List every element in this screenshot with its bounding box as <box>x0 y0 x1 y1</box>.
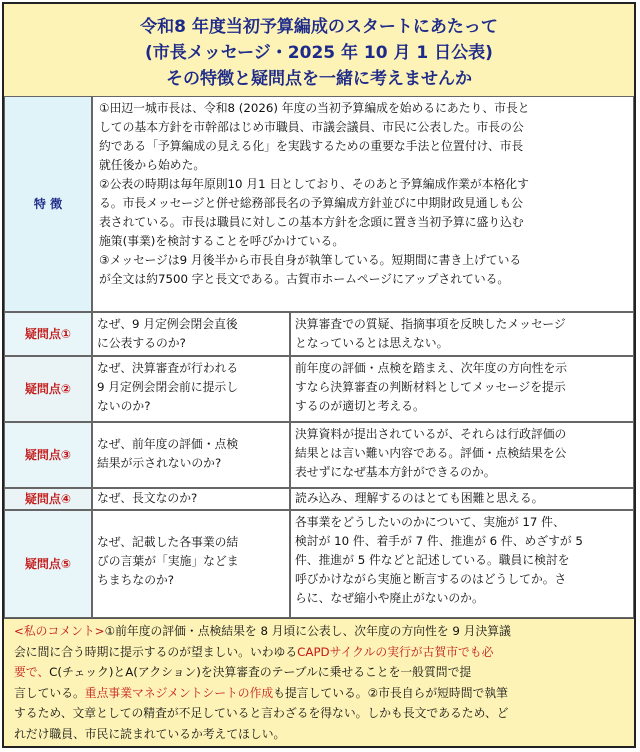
question-3-text <box>92 422 290 488</box>
question-line: なぜ、決算審査が行われる <box>97 361 239 375</box>
question-4-label-text: 疑問点④ <box>24 491 72 506</box>
question-line: ちまちなのか? <box>97 573 175 587</box>
my-comment-block <box>4 618 634 746</box>
answer-line: 各事業をどうしたいのかについて、実施が 17 件、 <box>295 515 565 529</box>
comment-text: ①前年度の評価・点検結果を 8 月頃に公表し、次年度の方向性を 9 月決算議 <box>104 624 511 638</box>
title-block <box>4 4 634 97</box>
answer-line: 結果とは言い難い内容である。評価・点検結果を公 <box>295 446 567 460</box>
comment-line-3 <box>14 662 626 683</box>
features-line: る。市長メッセージと併せ総務部長名の予算編成方針並びに中期財政見通しも公 <box>99 196 523 210</box>
question-3-label <box>4 422 92 488</box>
question-2-label <box>4 356 92 422</box>
answer-line: 前年度の評価・点検を踏まえ、次年度の方向性を示 <box>295 361 568 375</box>
question-1-label <box>4 312 92 356</box>
comment-line-5: するため、文章としての精査が不足していると言わざるを得ない。しかも長文であるため、ど <box>14 706 509 720</box>
comment-text: 会に間に合う時期に提示するのが望ましい。いわゆる <box>14 644 298 659</box>
features-line: ②公表の時期は毎年原則10 月1 日としており、そのあと予算編成作業が本格化す <box>99 177 529 191</box>
features-line: ①田辺一城市長は、令和8 (2026) 年度の当初予算編成を始めるにあたり、市長と <box>99 101 530 115</box>
answer-line: 検討が 10 件、着手が 7 件、推進が 6 件、めざすが 5 <box>295 534 583 548</box>
features-line: 就任後から始めた。 <box>99 158 206 172</box>
comment-text: 言している。 <box>14 685 85 700</box>
comment-text: C(チェック)とA(アクション)を決算審査のテーブルに乗せることを一般質問で提 <box>49 665 472 679</box>
question-line: なぜ、9 月定例会閉会直後 <box>97 317 238 331</box>
question-line: に公表するのか? <box>97 336 186 350</box>
features-label-text: 特 徴 <box>33 196 63 211</box>
question-5-label <box>4 510 92 618</box>
question-2-label-text: 疑問点② <box>24 381 72 396</box>
question-line: びの言葉が「実施」などま <box>97 554 239 568</box>
title-line-1: 令和8 年度当初予算編成のスタートにあたって <box>140 17 498 37</box>
answer-line: するのが適切と考える。 <box>295 399 425 413</box>
comment-line-1 <box>14 621 626 642</box>
answer-line: 決算審査での質疑、指摘事項を反映したメッセージ <box>295 317 566 331</box>
comment-line-4 <box>14 683 626 704</box>
question-1-text <box>92 312 290 356</box>
question-2-text <box>92 356 290 422</box>
comment-highlight-sheet: 重点事業マネジメントシートの作成 <box>84 685 274 700</box>
question-3-answer <box>290 422 634 488</box>
features-line: が全文は約7500 字と長文である。古賀市ホームページにアップされている。 <box>99 272 510 286</box>
comment-line-6: れだけ職員、市民に読まれているか考えてほしい。 <box>14 726 286 741</box>
features-line: ③メッセージは9 月後半から市長自身が執筆している。短期間に書き上げている <box>99 253 522 267</box>
features-label <box>4 96 92 312</box>
question-line: 結果が示されないのか? <box>97 456 222 470</box>
features-line: 約である「予算編成の見える化」を実践するための重要な手法と位置付け、市長 <box>99 139 524 153</box>
answer-line: 表せずになぜ基本方針ができるのか。 <box>295 465 496 479</box>
answer-line: らに、なぜ縮小や廃止がないのか。 <box>295 591 484 605</box>
question-5-answer <box>290 510 634 618</box>
question-line: 9 月定例会閉会前に提示し <box>97 380 239 394</box>
answer-line: となっているとは思えない。 <box>295 336 449 350</box>
question-4-label <box>4 488 92 510</box>
comment-label: <私のコメント> <box>14 624 105 638</box>
features-text <box>92 96 634 312</box>
question-2-answer <box>290 356 634 422</box>
question-line: なぜ、前年度の評価・点検 <box>97 437 239 451</box>
comment-highlight-capd-end: 要で、 <box>14 665 50 679</box>
answer-line: すなら決算審査の判断材料としてメッセージを提示 <box>295 380 566 394</box>
question-1-label-text: 疑問点① <box>24 326 72 341</box>
question-5-label-text: 疑問点⑤ <box>24 556 72 571</box>
features-line: 表されている。市長は職員に対しこの基本方針を念頭に置き当初予算に盛り込む <box>99 215 524 229</box>
question-5-text <box>92 510 290 618</box>
question-4-text <box>92 488 290 510</box>
question-3-label-text: 疑問点③ <box>24 447 72 462</box>
question-line: なぜ、長文なのか? <box>97 491 198 505</box>
question-line: なぜ、記載した各事業の結 <box>97 535 239 549</box>
answer-line: 読み込み、理解するのはとても困難と思える。 <box>295 491 544 505</box>
question-4-answer <box>290 488 634 510</box>
comment-line-2 <box>14 642 626 663</box>
answer-line: 決算資料が提出されているが、それらは行政評価の <box>295 427 567 441</box>
features-line: 施策(事業)を検討することを呼びかけている。 <box>99 234 345 248</box>
features-line: しての基本方針を市幹部はじめ市職員、市議会議員、市民に公表した。市長の公 <box>99 120 524 134</box>
title-line-3: その特徴と疑問点を一緒に考えませんか <box>166 69 472 89</box>
comment-highlight-capd: CAPDサイクルの実行が古賀市でも必 <box>297 644 494 659</box>
comment-text: も提言している。②市長自らが短時間で執筆 <box>273 685 508 700</box>
title-line-2: (市長メッセージ・2025 年 10 月 1 日公表) <box>145 43 493 63</box>
question-1-answer <box>290 312 634 356</box>
answer-line: 呼びかけながら実施と断言するのはどうしてか。さ <box>295 572 567 586</box>
question-line: ないのか? <box>97 399 151 413</box>
document-frame <box>2 2 636 748</box>
answer-line: 件、推進が 5 件などと記述している。職員に検討を <box>295 553 570 567</box>
